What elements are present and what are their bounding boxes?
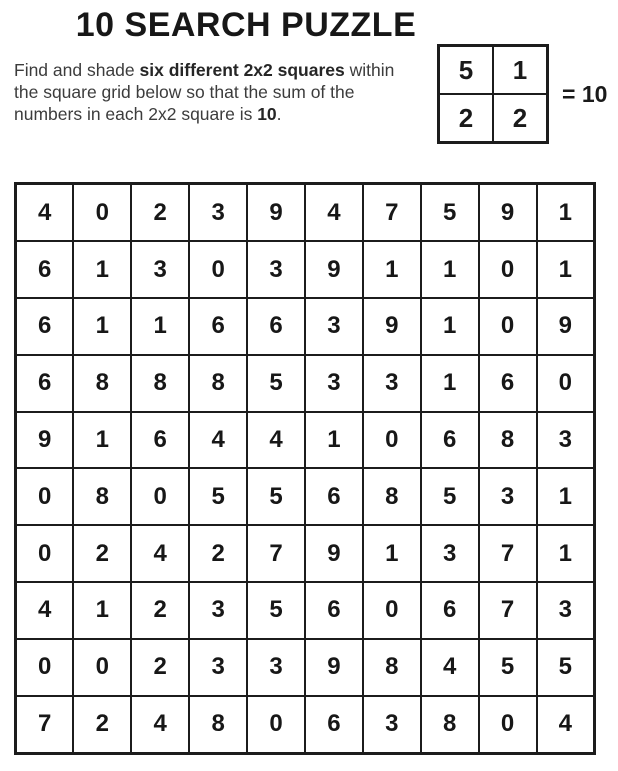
- grid-cell[interactable]: 4: [537, 696, 595, 754]
- grid-cell[interactable]: 6: [421, 412, 479, 469]
- grid-cell[interactable]: 1: [363, 241, 421, 298]
- grid-row: [439, 46, 548, 95]
- grid-cell[interactable]: 7: [247, 525, 305, 582]
- grid-cell[interactable]: 3: [363, 355, 421, 412]
- grid-cell[interactable]: 0: [537, 355, 595, 412]
- grid-row: [16, 298, 595, 355]
- grid-cell[interactable]: 1: [421, 298, 479, 355]
- instructions-text: [14, 59, 420, 125]
- grid-cell[interactable]: 1: [537, 468, 595, 525]
- example-2x2-grid: [437, 44, 549, 144]
- grid-cell[interactable]: 6: [247, 298, 305, 355]
- grid-row: [16, 184, 595, 242]
- instructions-segment: .: [276, 104, 282, 124]
- grid-cell[interactable]: 1: [131, 298, 189, 355]
- grid-cell[interactable]: 3: [305, 355, 363, 412]
- grid-cell[interactable]: 0: [16, 639, 74, 696]
- grid-cell[interactable]: 0: [479, 298, 537, 355]
- grid-cell[interactable]: 0: [479, 241, 537, 298]
- grid-cell[interactable]: 4: [131, 525, 189, 582]
- grid-cell[interactable]: 1: [421, 355, 479, 412]
- instructions-segment: within the square grid below so that the sum of the numbers in each 2x2 square is: [14, 60, 395, 124]
- grid-row: [16, 412, 595, 469]
- grid-cell[interactable]: 0: [131, 468, 189, 525]
- grid-cell[interactable]: 5: [247, 468, 305, 525]
- grid-cell[interactable]: 5: [421, 468, 479, 525]
- example-cell: 2: [439, 94, 494, 143]
- grid-cell[interactable]: 7: [479, 582, 537, 639]
- grid-cell[interactable]: 4: [247, 412, 305, 469]
- grid-cell[interactable]: 6: [479, 355, 537, 412]
- puzzle-grid: [14, 182, 596, 755]
- grid-cell[interactable]: 0: [363, 412, 421, 469]
- grid-cell[interactable]: 9: [16, 412, 74, 469]
- instructions-bold-segment: 10: [257, 104, 277, 124]
- grid-row: [439, 94, 548, 143]
- grid-cell[interactable]: 6: [16, 241, 74, 298]
- grid-cell[interactable]: 1: [305, 412, 363, 469]
- grid-cell[interactable]: 3: [131, 241, 189, 298]
- grid-cell[interactable]: 1: [73, 582, 131, 639]
- page-title: 10 SEARCH PUZZLE: [75, 6, 417, 44]
- grid-cell[interactable]: 3: [363, 696, 421, 754]
- grid-row: [16, 355, 595, 412]
- grid-cell[interactable]: 5: [247, 355, 305, 412]
- grid-row: [16, 525, 595, 582]
- grid-cell[interactable]: 9: [363, 298, 421, 355]
- grid-cell[interactable]: 1: [73, 412, 131, 469]
- instructions-bold-segment: six different 2x2 squares: [139, 60, 345, 80]
- grid-cell[interactable]: 9: [305, 525, 363, 582]
- example-cell: 5: [439, 46, 494, 95]
- grid-cell[interactable]: 0: [189, 241, 247, 298]
- grid-cell[interactable]: 8: [189, 696, 247, 754]
- grid-cell[interactable]: 1: [537, 241, 595, 298]
- grid-cell[interactable]: 3: [537, 412, 595, 469]
- grid-cell[interactable]: 0: [16, 525, 74, 582]
- grid-row: [16, 468, 595, 525]
- grid-cell[interactable]: 3: [421, 525, 479, 582]
- grid-cell[interactable]: 3: [305, 298, 363, 355]
- grid-cell[interactable]: 3: [189, 184, 247, 242]
- grid-cell[interactable]: 4: [421, 639, 479, 696]
- grid-cell[interactable]: 1: [421, 241, 479, 298]
- grid-cell[interactable]: 6: [189, 298, 247, 355]
- grid-cell[interactable]: 6: [305, 468, 363, 525]
- grid-row: [16, 241, 595, 298]
- grid-cell[interactable]: 4: [131, 696, 189, 754]
- grid-cell[interactable]: 6: [131, 412, 189, 469]
- grid-cell[interactable]: 5: [421, 184, 479, 242]
- grid-cell[interactable]: 7: [479, 525, 537, 582]
- grid-cell[interactable]: 4: [189, 412, 247, 469]
- grid-cell[interactable]: 5: [247, 582, 305, 639]
- example-sum-label: = 10: [562, 80, 608, 107]
- grid-cell[interactable]: 3: [479, 468, 537, 525]
- grid-cell[interactable]: 0: [73, 184, 131, 242]
- grid-cell[interactable]: 7: [363, 184, 421, 242]
- grid-cell[interactable]: 1: [537, 184, 595, 242]
- grid-cell[interactable]: 2: [131, 184, 189, 242]
- grid-cell[interactable]: 5: [479, 639, 537, 696]
- grid-cell[interactable]: 0: [73, 639, 131, 696]
- grid-cell[interactable]: 5: [189, 468, 247, 525]
- grid-cell[interactable]: 1: [537, 525, 595, 582]
- grid-cell[interactable]: 9: [305, 639, 363, 696]
- grid-cell[interactable]: 8: [73, 468, 131, 525]
- grid-cell[interactable]: 6: [305, 582, 363, 639]
- example-section: [437, 44, 607, 144]
- grid-cell[interactable]: 9: [247, 184, 305, 242]
- grid-cell[interactable]: 9: [537, 298, 595, 355]
- grid-cell[interactable]: 2: [73, 525, 131, 582]
- grid-cell[interactable]: 0: [363, 582, 421, 639]
- grid-cell[interactable]: 2: [131, 639, 189, 696]
- grid-cell[interactable]: 8: [73, 355, 131, 412]
- grid-cell[interactable]: 6: [305, 696, 363, 754]
- grid-row: [16, 696, 595, 754]
- grid-row: [16, 582, 595, 639]
- grid-cell[interactable]: 2: [131, 582, 189, 639]
- grid-cell[interactable]: 3: [247, 241, 305, 298]
- example-cell: 1: [493, 46, 548, 95]
- instructions-segment: Find and shade: [14, 60, 140, 80]
- grid-cell[interactable]: 0: [479, 696, 537, 754]
- grid-cell[interactable]: 8: [421, 696, 479, 754]
- grid-cell[interactable]: 8: [131, 355, 189, 412]
- grid-cell[interactable]: 2: [73, 696, 131, 754]
- example-cell: 2: [493, 94, 548, 143]
- grid-cell[interactable]: 0: [16, 468, 74, 525]
- grid-cell[interactable]: 1: [73, 241, 131, 298]
- grid-cell[interactable]: 3: [537, 582, 595, 639]
- grid-cell[interactable]: 6: [16, 298, 74, 355]
- grid-cell[interactable]: 7: [16, 696, 74, 754]
- grid-cell[interactable]: 0: [247, 696, 305, 754]
- grid-cell[interactable]: 9: [305, 241, 363, 298]
- grid-cell[interactable]: 5: [537, 639, 595, 696]
- grid-cell[interactable]: 3: [189, 639, 247, 696]
- grid-cell[interactable]: 1: [363, 525, 421, 582]
- grid-cell[interactable]: 8: [189, 355, 247, 412]
- grid-cell[interactable]: 6: [16, 355, 74, 412]
- grid-cell[interactable]: 3: [247, 639, 305, 696]
- grid-cell[interactable]: 3: [189, 582, 247, 639]
- grid-cell[interactable]: 4: [16, 184, 74, 242]
- grid-cell[interactable]: 4: [16, 582, 74, 639]
- grid-cell[interactable]: 8: [479, 412, 537, 469]
- grid-row: [16, 639, 595, 696]
- grid-cell[interactable]: 9: [479, 184, 537, 242]
- grid-cell[interactable]: 8: [363, 639, 421, 696]
- grid-cell[interactable]: 1: [73, 298, 131, 355]
- grid-cell[interactable]: 2: [189, 525, 247, 582]
- grid-cell[interactable]: 4: [305, 184, 363, 242]
- grid-cell[interactable]: 6: [421, 582, 479, 639]
- grid-cell[interactable]: 8: [363, 468, 421, 525]
